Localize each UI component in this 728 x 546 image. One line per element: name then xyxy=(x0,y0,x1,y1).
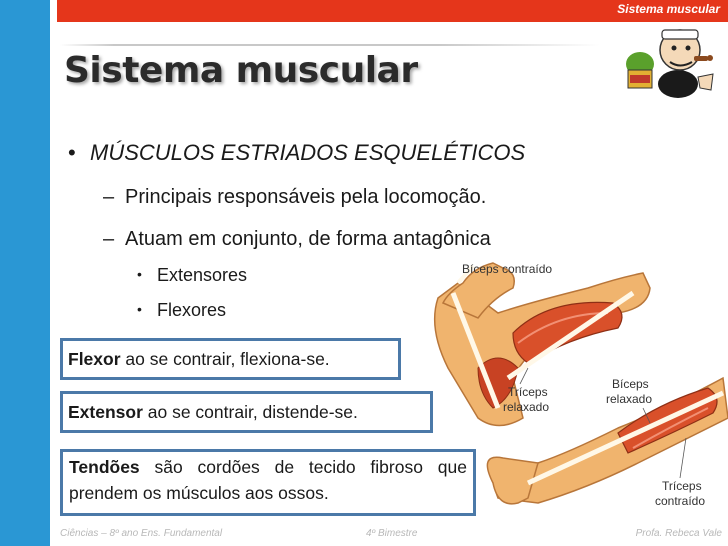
label-biceps-contraido: Bíceps contraído xyxy=(462,262,553,276)
extensor-term: Extensor xyxy=(68,402,143,422)
label-triceps-2: Tríceps xyxy=(662,479,702,493)
label-relaxado-1: relaxado xyxy=(503,400,550,414)
dash-icon: – xyxy=(103,186,115,208)
bullet-dot-icon: • xyxy=(137,266,142,282)
flexor-term: Flexor xyxy=(68,349,121,369)
title-rule xyxy=(60,44,600,46)
sub-sub-bullet-text: Flexores xyxy=(157,300,227,320)
extensor-text: ao se contrair, distende-se. xyxy=(142,402,358,422)
tendoes-definition-box xyxy=(60,449,476,516)
sub-bullet xyxy=(103,186,486,209)
bullet-dot-icon: • xyxy=(68,140,76,165)
sub-bullet-text: Atuam em conjunto, de forma antagônica xyxy=(125,228,491,250)
sub-sub-bullet xyxy=(137,300,226,321)
top-banner xyxy=(57,0,728,22)
sub-sub-bullet-text: Extensores xyxy=(157,265,248,285)
label-contraido: contraído xyxy=(655,494,706,508)
flexor-text: ao se contrair, flexiona-se. xyxy=(120,349,330,369)
footer-term: 4º Bimestre xyxy=(366,528,418,539)
footer-course: Ciências – 8º ano Ens. Fundamental xyxy=(60,528,223,539)
tendoes-term: Tendões xyxy=(69,457,140,477)
sub-sub-bullet xyxy=(137,265,247,286)
main-bullet-text: MÚSCULOS ESTRIADOS ESQUELÉTICOS xyxy=(90,140,526,165)
flexor-definition-box xyxy=(60,338,401,380)
footer-teacher: Profa. Rebeca Vale xyxy=(635,528,722,539)
popeye-mascot-icon xyxy=(618,22,718,100)
label-biceps-2: Bíceps xyxy=(612,377,649,391)
sub-bullet-text: Principais responsáveis pela locomoção. xyxy=(125,186,487,208)
label-relaxado-2: relaxado xyxy=(606,392,653,406)
sub-bullet xyxy=(103,228,491,251)
slide-title: Sistema muscular xyxy=(64,50,418,91)
label-triceps-1: Tríceps xyxy=(508,385,548,399)
dash-icon: – xyxy=(103,228,115,250)
main-bullet xyxy=(68,140,525,166)
bullet-dot-icon: • xyxy=(137,301,142,317)
banner-label: Sistema muscular xyxy=(617,2,720,16)
left-accent-bar xyxy=(0,0,50,546)
extensor-definition-box xyxy=(60,391,433,433)
tendoes-text: são cordões de tecido fibroso que prendem os músculos aos ossos. xyxy=(69,457,467,503)
